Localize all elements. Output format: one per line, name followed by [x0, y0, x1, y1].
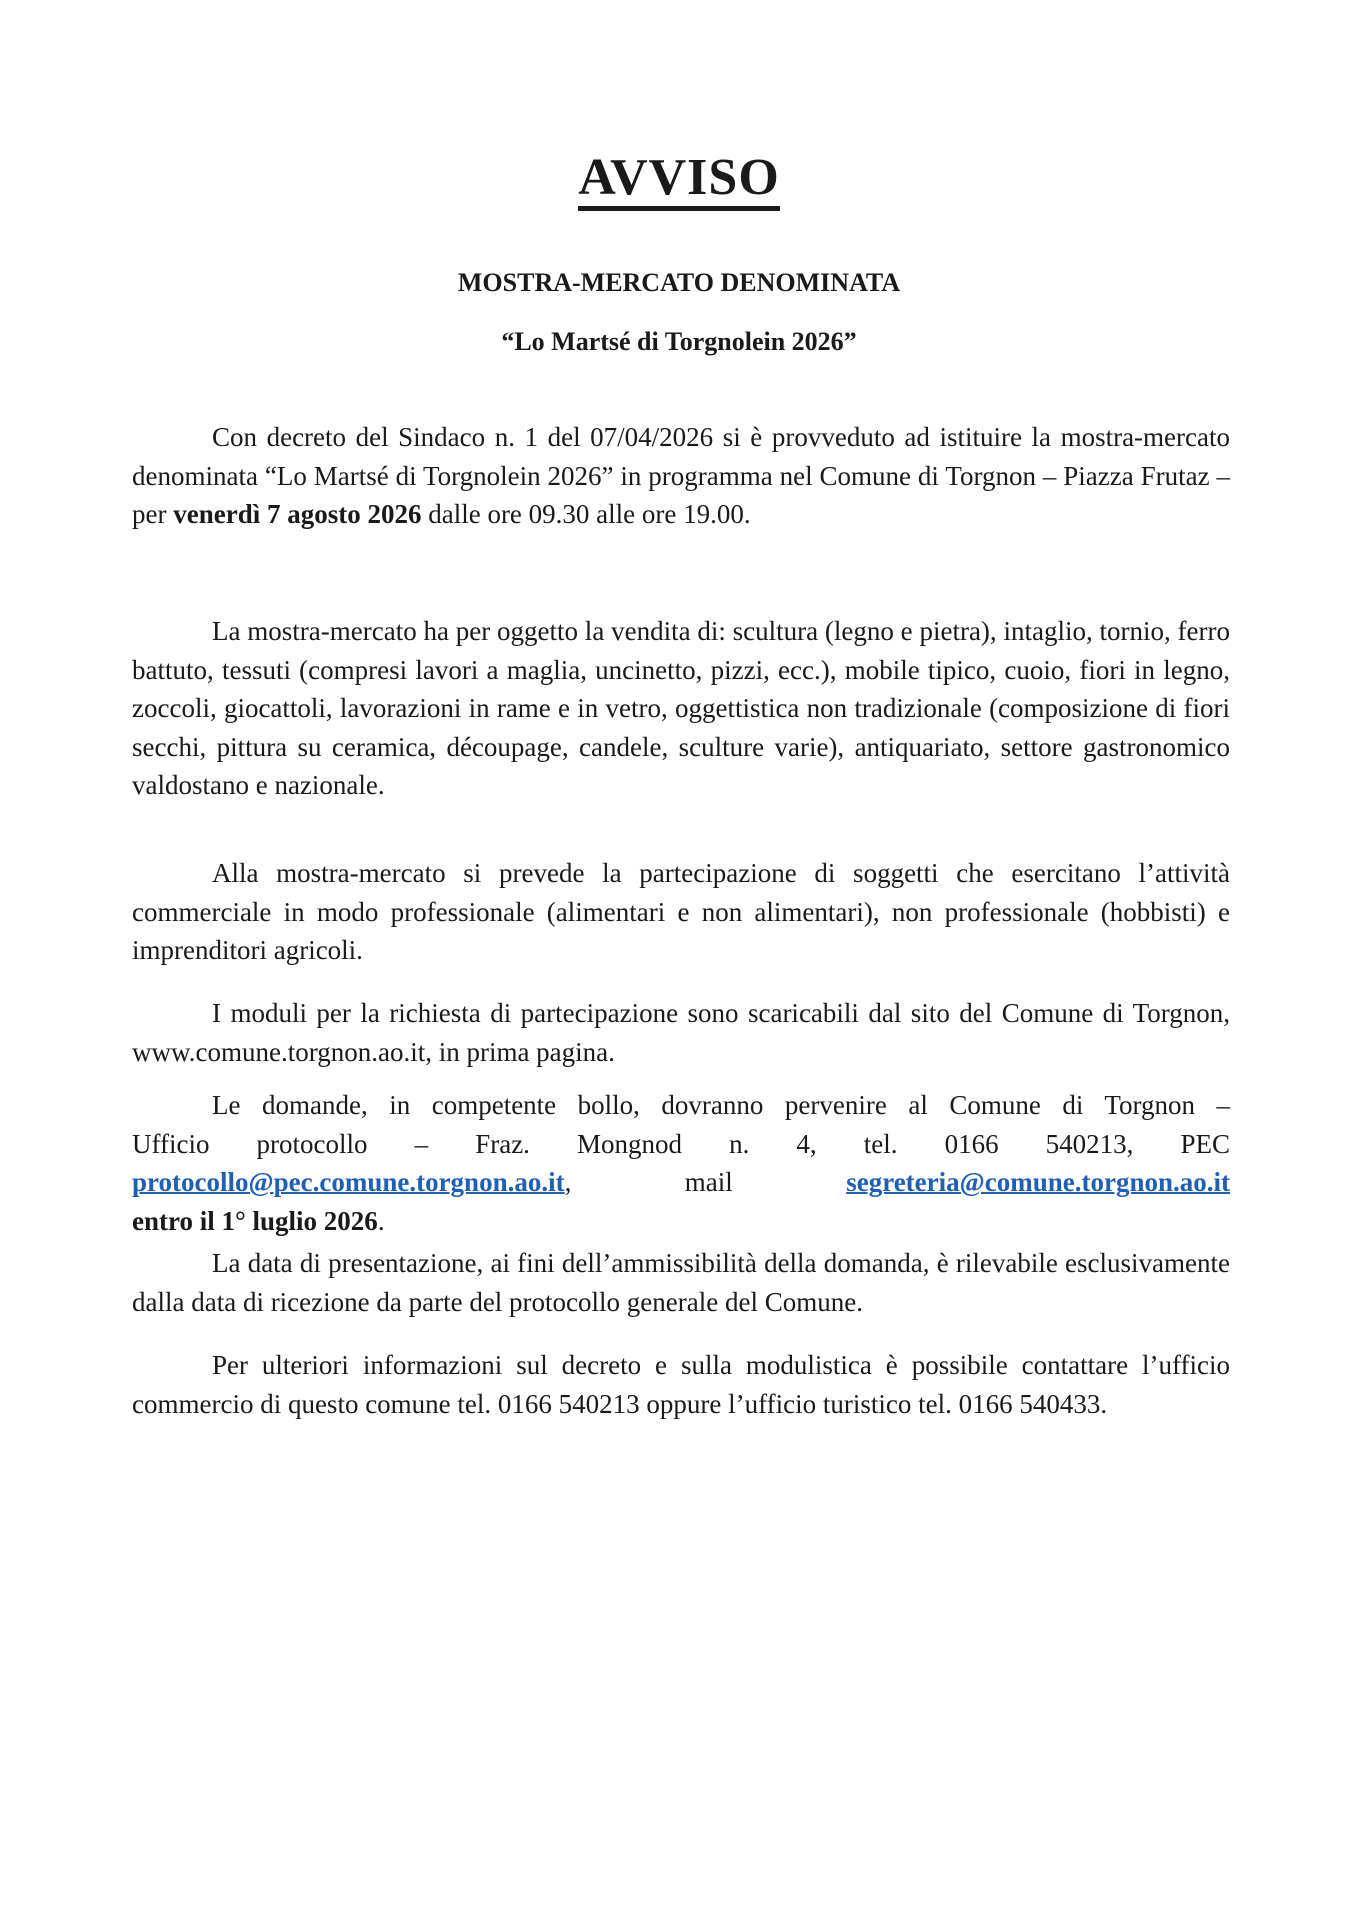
deadline-period: .: [377, 1205, 385, 1236]
mail-email-link[interactable]: segreteria@comune.torgnon.ao.it: [846, 1167, 1230, 1197]
notice-title-text: AVVISO: [578, 150, 780, 211]
notice-title: [0, 148, 1358, 211]
subtitle-event-name: “Lo Martsé di Torgnolein 2026”: [501, 327, 857, 356]
paragraph-applications: [132, 1086, 1230, 1240]
applications-line-1: Le domande, in competente bollo, dovranno pervenire al Comune di Torgnon –: [212, 1090, 1230, 1120]
event-date: venerdì 7 agosto 2026: [173, 499, 422, 529]
paragraph-decree: [132, 418, 1230, 534]
applications-line-4: [132, 1202, 1230, 1241]
pec-email-link[interactable]: protocollo@pec.comune.torgnon.ao.it: [132, 1167, 565, 1197]
paragraph-contacts: Per ulteriori informazioni sul decreto e sulla modulistica è possibile contattare l’ufficio commercio di questo comune tel. 0166 540213 oppure l’ufficio turistico tel. 0166 540433.: [132, 1350, 1230, 1419]
applications-line-3: [132, 1163, 1230, 1202]
paragraph-decree-text: Con decreto del Sindaco n. 1 del 07/04/2026 si è provveduto ad istituire la mostra-mercato denominata “Lo Martsé di Torgnolein 2026” in programma nel Comune di Torgnon – Piazza Frutaz – per: [132, 422, 1230, 529]
paragraph-forms: I moduli per la richiesta di partecipazione sono scaricabili dal sito del Comune di Torgnon, www.comune.torgnon.ao.it, in prima pagina.: [132, 998, 1230, 1067]
subtitle-market: MOSTRA-MERCATO DENOMINATA: [457, 268, 901, 297]
deadline: entro il 1° luglio 2026: [132, 1205, 378, 1236]
paragraph-submission-date: La data di presentazione, ai fini dell’ammissibilità della domanda, è rilevabile esclusivamente dalla data di ricezione da parte del protocollo generale del Comune.: [132, 1248, 1230, 1317]
mail-label: , mail: [564, 1167, 733, 1197]
paragraph-participants: Alla mostra-mercato si prevede la partecipazione di soggetti che esercitano l’attività commerciale in modo professionale (alimentari e non alimentari), non professionale (hobbisti) e imprenditori agricoli.: [132, 858, 1230, 965]
paragraph-products: La mostra-mercato ha per oggetto la vendita di: scultura (legno e pietra), intaglio, tornio, ferro battuto, tessuti (compresi lavori a maglia, uncinetto, pizzi, ecc.), mobile tipico, cuoio, fiori in legno, zoccoli, giocattoli, lavorazioni in rame e in vetro, oggettistica non tradizionale (composizione di fiori secchi, pittura su ceramica, découpage, candele, sculture varie), antiquariato, settore gastronomico valdostano e nazionale.: [132, 616, 1230, 800]
applications-line-2: Ufficio protocollo – Fraz. Mongnod n. 4, tel. 0166 540213, PEC: [132, 1128, 1230, 1159]
event-hours: dalle ore 09.30 alle ore 19.00.: [421, 499, 751, 529]
